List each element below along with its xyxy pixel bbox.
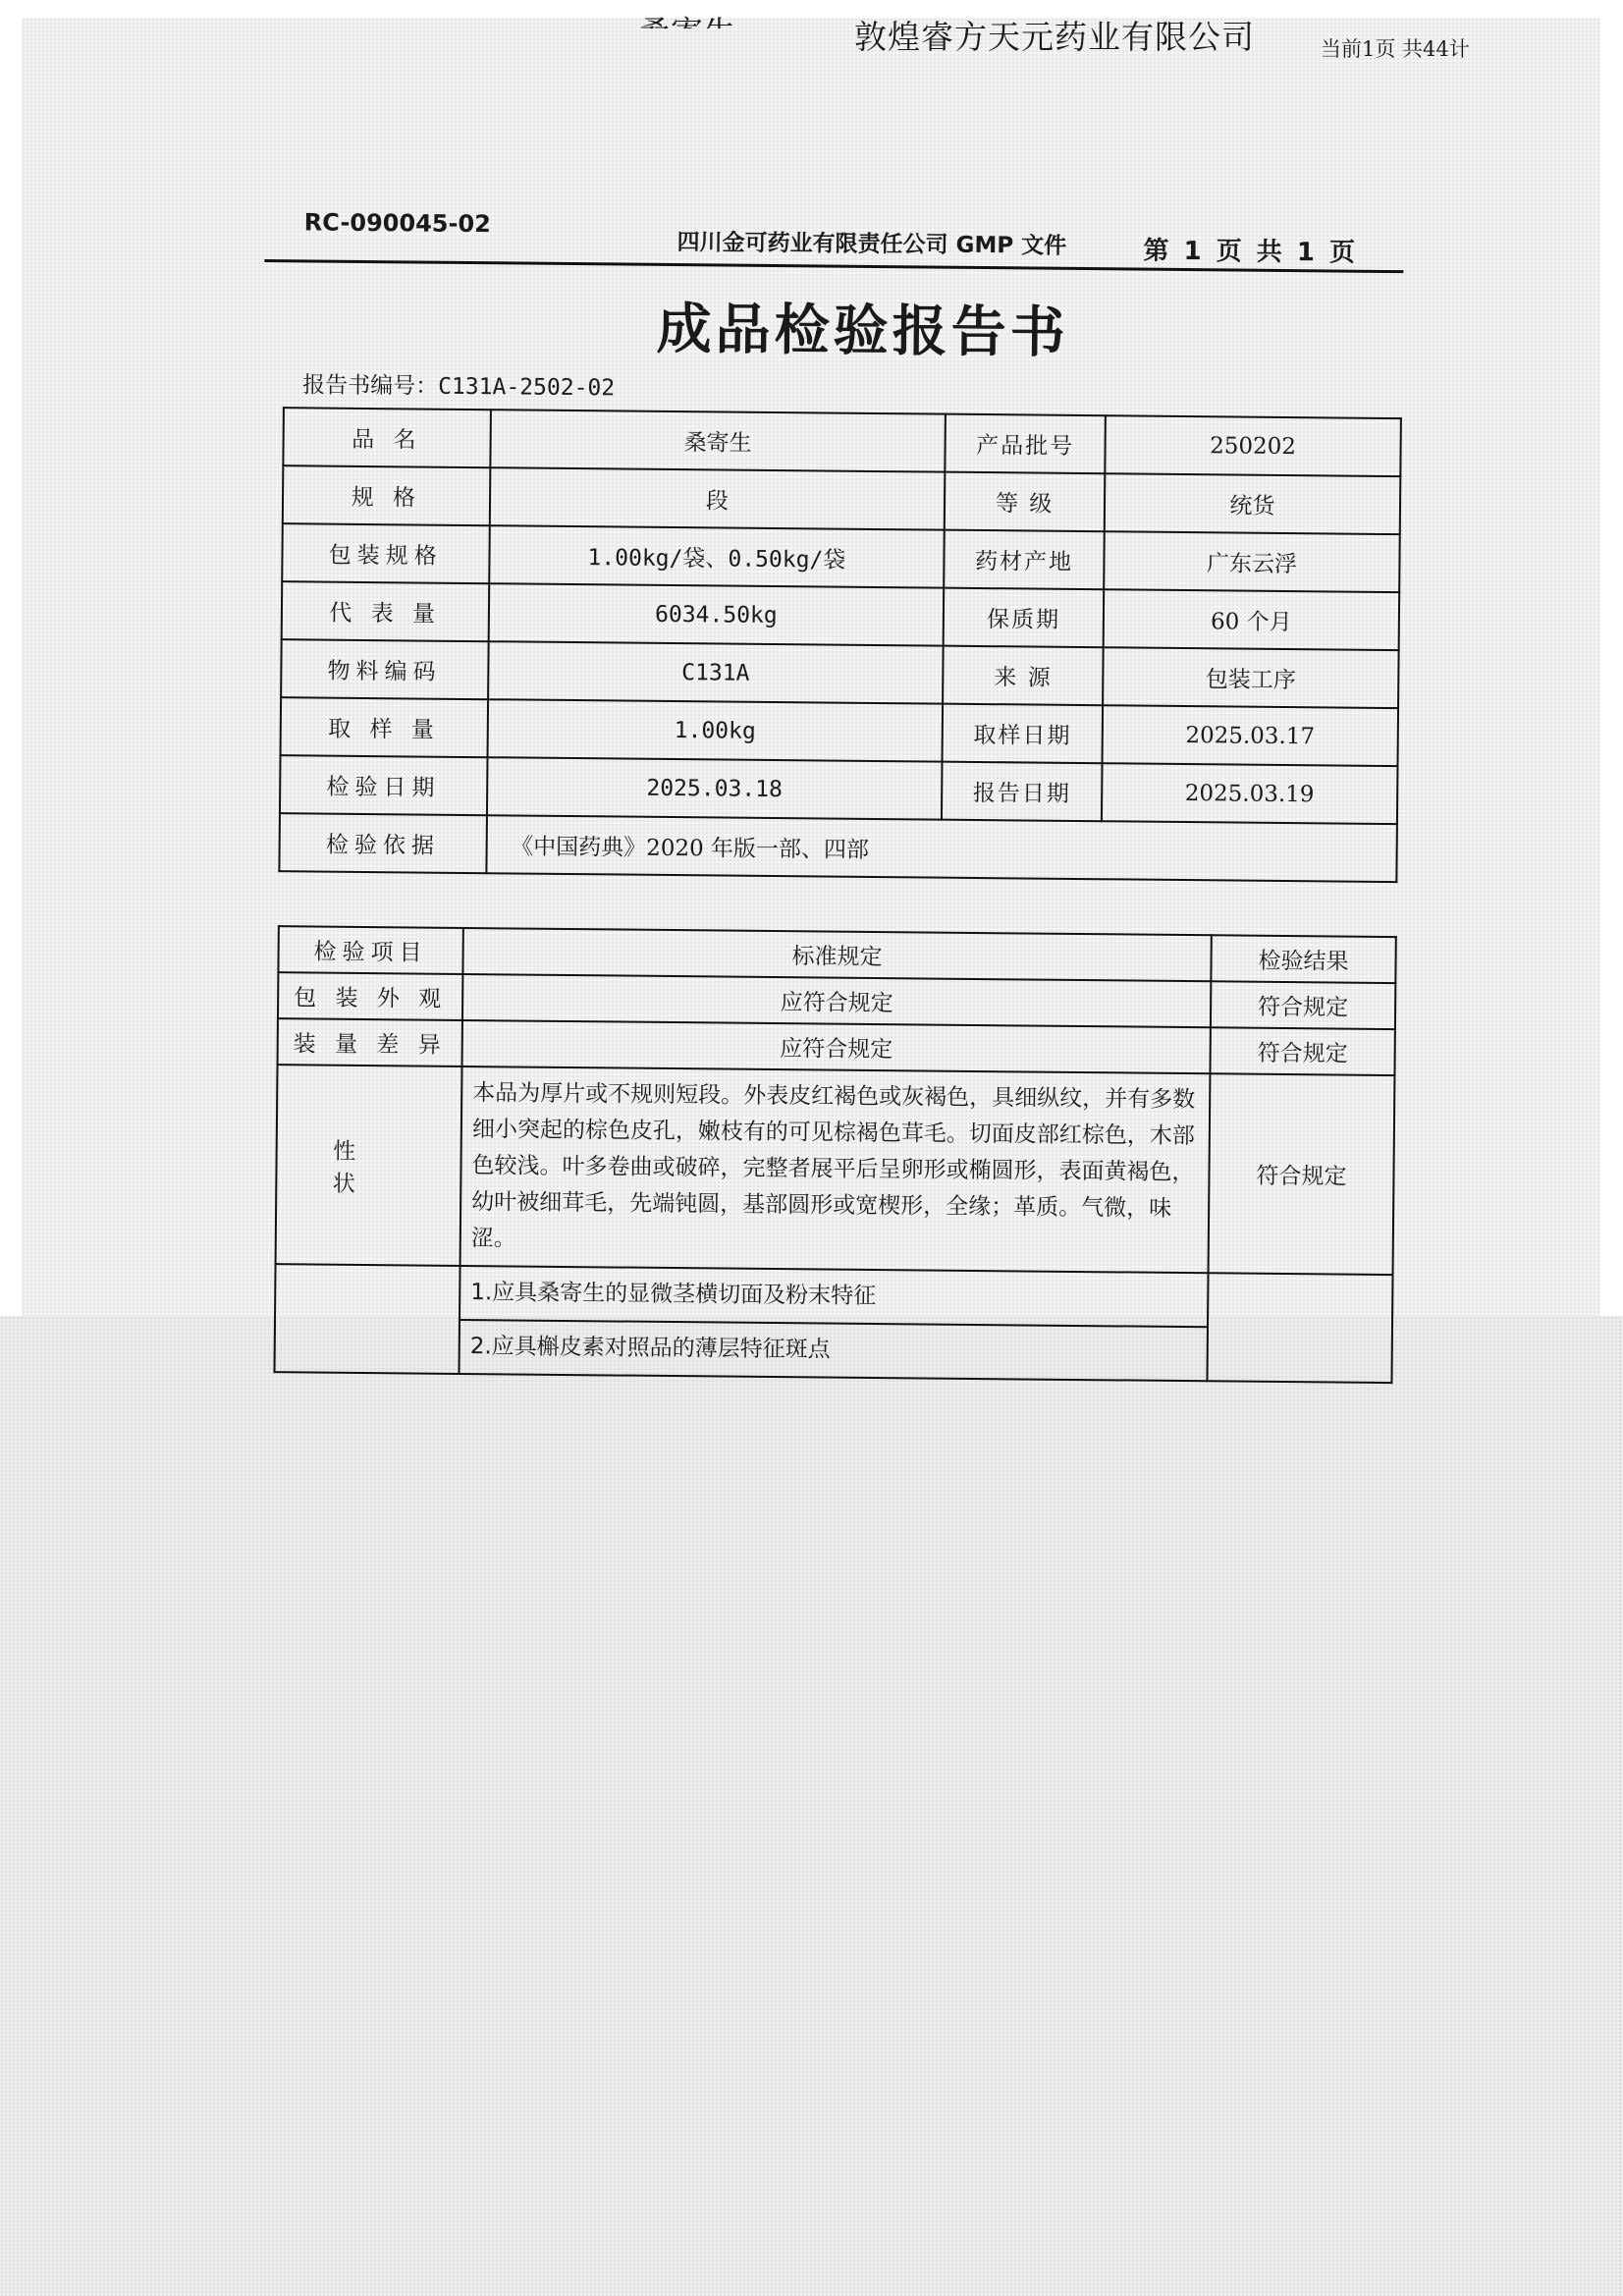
shelf-value: 60 个月 [1104,589,1400,650]
batch-label: 产品批号 [946,414,1106,474]
company-file: 四川金可药业有限责任公司 GMP 文件 [676,230,1067,259]
pack-label: 包装规格 [282,523,489,583]
inspection-report [254,196,1404,1384]
top-company-name: 敦煌睿方天元药业有限公司 [854,18,1255,56]
page-info: 第 1 页 共 1 页 [1143,236,1359,268]
code-label: 物料编码 [281,639,488,699]
report-number: 报告书编号：C131A-2502-02 [302,372,616,402]
col-result-header: 检验结果 [1211,935,1395,983]
table-row [283,408,1401,476]
row-standard: 本品为厚片或不规则短段。外表皮红褐色或灰褐色，具细纵纹，并有多数细小突起的棕色皮孔，嫩枝有的可见棕褐色茸毛。切面皮部红棕色，木部色较浅。叶多卷曲或破碎，完整者展平后呈卵形或椭圆形，表面黄褐色，幼叶被细茸毛，先端钝圆，基部圆形或宽楔形，全缘；革质。气微，味涩。 [460,1066,1211,1273]
sample-label: 取 样 量 [281,697,488,757]
row-item: 性 状 [276,1065,462,1266]
row-result: 符合规定 [1209,1073,1395,1275]
doc-code: RC-090045-02 [303,208,492,239]
report-date-value: 2025.03.19 [1102,763,1398,824]
batch-value: 250202 [1105,415,1401,476]
table-row [279,813,1397,882]
row-item [275,1264,460,1374]
name-value: 桑寄生 [490,410,946,471]
col-standard-header: 标准规定 [462,928,1211,981]
qty-label: 代 表 量 [282,581,489,641]
row-standard: 应符合规定 [462,1020,1211,1073]
sample-date-value: 2025.03.17 [1102,705,1398,766]
basis-value: 《中国药典》2020 年版一部、四部 [486,815,1397,882]
origin-label: 药材产地 [945,530,1105,590]
report-date-label: 报告日期 [942,762,1102,822]
source-label: 来 源 [943,646,1103,706]
row-item: 装 量 差 异 [278,1018,462,1066]
sample-value: 1.00kg [487,699,943,761]
report-title: 成品检验报告书 [656,296,1070,365]
table-row [275,1264,1392,1329]
name-label: 品 名 [283,408,490,467]
row-standard: 应符合规定 [462,974,1211,1027]
results-table [273,925,1396,1384]
document-header [264,196,1404,273]
sample-date-label: 取样日期 [943,704,1103,764]
spec-label: 规 格 [283,465,490,525]
row-standard: 1.应具桑寄生的显微茎横切面及粉末特征 [460,1266,1208,1327]
code-value: C131A [488,641,944,703]
pack-value: 1.00kg/袋、0.50kg/袋 [489,525,945,587]
row-result: 符合规定 [1210,1027,1394,1075]
origin-value: 广东云浮 [1104,531,1400,592]
blank-scan-area [0,1316,1623,2296]
table-row [282,581,1400,650]
table-row [283,465,1401,534]
grade-value: 统货 [1105,473,1401,534]
table-row [281,697,1399,766]
qty-value: 6034.50kg [488,583,944,645]
row-item: 包 装 外 观 [278,972,462,1020]
table-row [280,755,1398,824]
source-value: 包装工序 [1103,647,1399,708]
table-row [281,639,1399,708]
test-date-label: 检验日期 [280,755,487,815]
spec-value: 段 [489,467,945,529]
shelf-label: 保质期 [944,588,1104,648]
grade-label: 等 级 [945,472,1105,532]
row-result: 符合规定 [1211,981,1395,1029]
basis-label: 检验依据 [279,813,486,873]
product-info-table [278,407,1401,883]
table-row [276,1065,1395,1275]
test-date-value: 2025.03.18 [486,757,942,819]
row-result [1207,1273,1392,1383]
col-item-header: 检验项目 [278,926,462,974]
page-counter: 当前1页 共44计 [1321,37,1470,61]
row-standard: 2.应具槲皮素对照品的薄层特征斑点 [460,1320,1208,1381]
table-row [282,523,1400,592]
